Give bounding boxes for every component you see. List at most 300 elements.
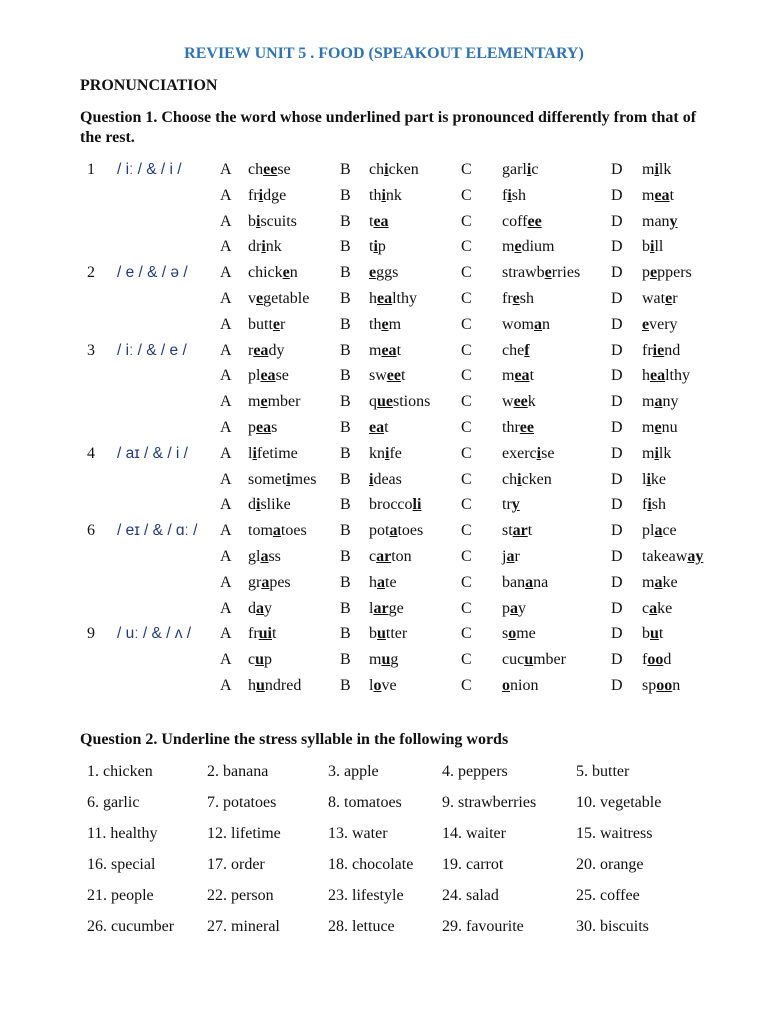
option-word-a: grapes xyxy=(248,573,291,591)
underlined-part: y xyxy=(669,212,678,230)
option-word-d: milk xyxy=(642,444,672,462)
option-word-d: but xyxy=(642,625,664,643)
option-letter-c: C xyxy=(461,264,472,282)
option-word-d: bill xyxy=(642,238,664,256)
option-letter-a: A xyxy=(220,599,232,617)
option-letter-a: A xyxy=(220,290,232,307)
option-word-c: pay xyxy=(502,599,526,617)
exercise-row xyxy=(0,157,768,183)
option-word-b: chicken xyxy=(369,161,419,178)
option-letter-c: C xyxy=(461,367,472,385)
option-word-b: them xyxy=(369,315,402,333)
underlined-part: o xyxy=(502,677,510,694)
underlined-part: ea xyxy=(514,367,530,385)
underlined-part: i xyxy=(384,161,389,178)
option-letter-c: C xyxy=(461,341,472,359)
stress-word: 2. banana xyxy=(207,763,269,780)
option-word-c: fresh xyxy=(502,290,534,307)
item-number: 1 xyxy=(87,161,95,178)
option-letter-b: B xyxy=(340,573,351,591)
option-word-c: woman xyxy=(502,315,550,333)
option-word-c: try xyxy=(502,496,520,514)
option-word-c: fish xyxy=(502,186,527,204)
option-word-c: onion xyxy=(502,677,539,694)
option-word-c: coffee xyxy=(502,212,542,230)
underlined-part: a xyxy=(510,599,518,617)
option-word-b: large xyxy=(369,599,404,617)
stress-row xyxy=(0,824,768,855)
item-number: 9 xyxy=(87,625,95,643)
item-number: 3 xyxy=(87,341,95,359)
underlined-part: o xyxy=(373,677,382,694)
underlined-part: ay xyxy=(687,548,704,565)
option-letter-c: C xyxy=(461,290,472,307)
option-word-b: meat xyxy=(369,341,402,359)
stress-word: 27. mineral xyxy=(207,918,280,935)
option-letter-c: C xyxy=(461,315,472,333)
underlined-part: ea xyxy=(260,367,276,385)
option-letter-b: B xyxy=(340,419,351,436)
option-letter-d: D xyxy=(611,677,623,694)
stress-word: 6. garlic xyxy=(87,794,140,811)
option-letter-d: D xyxy=(611,419,623,436)
exercise-row xyxy=(0,673,768,699)
option-letter-d: D xyxy=(611,315,623,333)
stress-row xyxy=(0,917,768,948)
underlined-part: ui xyxy=(258,625,272,643)
option-word-c: some xyxy=(502,625,536,643)
option-word-c: week xyxy=(502,393,536,411)
option-word-d: meat xyxy=(642,186,675,204)
underlined-part: i xyxy=(507,186,512,204)
option-word-a: sometimes xyxy=(248,470,317,488)
option-letter-a: A xyxy=(220,522,232,540)
exercise-row xyxy=(0,596,768,622)
option-letter-c: C xyxy=(461,238,472,256)
underlined-part: a xyxy=(649,599,658,617)
option-word-a: hundred xyxy=(248,677,302,694)
phonetic-pair: / iː / & / i / xyxy=(117,161,182,178)
underlined-part: i xyxy=(258,186,264,204)
question-2-heading: Question 2. Underline the stress syllable in the following words xyxy=(80,731,509,748)
option-word-b: love xyxy=(369,677,397,694)
option-word-c: chef xyxy=(502,341,530,359)
underlined-part: e xyxy=(544,264,552,282)
option-letter-a: A xyxy=(220,186,232,204)
section-heading: PRONUNCIATION xyxy=(80,77,218,94)
underlined-part: ea xyxy=(373,212,389,230)
exercise-row xyxy=(0,570,768,596)
option-letter-d: D xyxy=(611,496,623,514)
exercise-row xyxy=(0,467,768,493)
option-letter-c: C xyxy=(461,496,472,514)
underlined-part: ea xyxy=(654,186,670,204)
underlined-part: e xyxy=(512,290,520,307)
stress-row xyxy=(0,886,768,917)
option-word-a: glass xyxy=(248,548,281,565)
stress-word: 15. waitress xyxy=(576,825,653,842)
option-letter-a: A xyxy=(220,677,232,694)
option-word-b: knife xyxy=(369,444,402,462)
underlined-part: e xyxy=(654,419,662,436)
option-word-b: hate xyxy=(369,573,397,591)
option-letter-c: C xyxy=(461,419,472,436)
option-word-c: garlic xyxy=(502,161,539,178)
option-word-d: peppers xyxy=(642,264,692,282)
underlined-part: i xyxy=(256,496,261,514)
option-word-a: vegetable xyxy=(248,290,310,307)
option-letter-b: B xyxy=(340,625,351,643)
stress-word: 14. waiter xyxy=(442,825,506,842)
stress-word: 5. butter xyxy=(576,763,630,780)
exercise-row xyxy=(0,441,768,467)
option-word-b: eggs xyxy=(369,264,399,282)
option-word-d: menu xyxy=(642,419,678,436)
option-letter-a: A xyxy=(220,496,232,514)
underlined-part: e xyxy=(650,264,658,282)
option-letter-d: D xyxy=(611,393,623,411)
option-word-a: member xyxy=(248,393,301,411)
item-number: 2 xyxy=(87,264,95,282)
underlined-part: ea xyxy=(381,341,397,359)
exercise-row xyxy=(0,544,768,570)
stress-word: 1. chicken xyxy=(87,763,153,780)
underlined-part: u xyxy=(381,651,391,669)
option-letter-a: A xyxy=(220,161,232,178)
option-letter-c: C xyxy=(461,186,472,204)
underlined-part: i xyxy=(256,212,261,230)
underlined-part: ee xyxy=(527,212,542,230)
option-letter-d: D xyxy=(611,367,623,385)
underlined-part: ue xyxy=(377,393,393,411)
option-letter-d: D xyxy=(611,186,623,204)
option-word-b: broccoli xyxy=(369,496,422,514)
option-word-d: fish xyxy=(642,496,667,514)
option-word-a: ready xyxy=(248,341,285,359)
stress-word: 9. strawberries xyxy=(442,794,537,811)
option-letter-b: B xyxy=(340,444,351,462)
phonetic-pair: / aɪ / & / i / xyxy=(117,444,188,462)
exercise-row xyxy=(0,183,768,209)
exercise-row xyxy=(0,621,768,647)
underlined-part: e xyxy=(514,238,522,256)
option-word-b: butter xyxy=(369,625,408,643)
stress-word: 8. tomatoes xyxy=(328,794,402,811)
underlined-part: ea xyxy=(377,290,393,307)
option-word-a: drink xyxy=(248,238,282,256)
underlined-part: a xyxy=(389,522,398,540)
option-letter-a: A xyxy=(220,419,232,436)
underlined-part: i xyxy=(286,470,291,488)
stress-row xyxy=(0,793,768,824)
option-word-d: like xyxy=(642,470,667,488)
exercise-row xyxy=(0,518,768,544)
underlined-part: a xyxy=(654,573,663,591)
underlined-part: u xyxy=(377,625,386,643)
option-letter-b: B xyxy=(340,186,351,204)
stress-word: 4. peppers xyxy=(442,763,508,780)
underlined-part: a xyxy=(654,522,663,540)
option-letter-b: B xyxy=(340,548,351,565)
option-word-c: exercise xyxy=(502,444,555,462)
stress-word: 19. carrot xyxy=(442,856,504,873)
exercise-row xyxy=(0,363,768,389)
underlined-part: e xyxy=(260,393,268,411)
item-number: 6 xyxy=(87,522,95,540)
underlined-part: ee xyxy=(519,419,534,436)
option-letter-b: B xyxy=(340,290,351,307)
option-word-b: mug xyxy=(369,651,399,669)
option-letter-a: A xyxy=(220,573,232,591)
underlined-part: a xyxy=(256,599,264,617)
underlined-part: ie xyxy=(652,341,665,359)
stress-word: 22. person xyxy=(207,887,274,904)
underlined-part: e xyxy=(369,264,377,282)
option-letter-b: B xyxy=(340,161,351,178)
underlined-part: a xyxy=(534,315,542,333)
underlined-part: o xyxy=(508,625,517,643)
option-letter-d: D xyxy=(611,264,623,282)
option-letter-d: D xyxy=(611,651,623,669)
option-letter-a: A xyxy=(220,315,232,333)
option-word-a: tomatoes xyxy=(248,522,307,540)
underlined-part: e xyxy=(282,264,290,282)
option-word-b: healthy xyxy=(369,290,417,307)
option-word-c: start xyxy=(502,522,533,540)
underlined-part: i xyxy=(654,161,659,178)
stress-word: 24. salad xyxy=(442,887,499,904)
option-letter-b: B xyxy=(340,393,351,411)
option-letter-d: D xyxy=(611,212,623,230)
stress-word: 30. biscuits xyxy=(576,918,649,935)
option-word-d: water xyxy=(642,290,678,307)
option-word-a: biscuits xyxy=(248,212,297,230)
option-letter-d: D xyxy=(611,444,623,462)
option-word-d: cake xyxy=(642,599,673,617)
option-word-a: butter xyxy=(248,315,286,333)
underlined-part: i xyxy=(373,238,378,256)
exercise-row xyxy=(0,415,768,441)
option-letter-c: C xyxy=(461,393,472,411)
option-word-b: eat xyxy=(369,419,389,436)
option-word-d: spoon xyxy=(642,677,681,694)
item-number: 4 xyxy=(87,444,95,462)
stress-word: 7. potatoes xyxy=(207,794,277,811)
option-word-a: cup xyxy=(248,651,273,669)
option-word-d: food xyxy=(642,651,672,669)
option-word-d: many xyxy=(642,212,678,230)
option-letter-c: C xyxy=(461,625,472,643)
option-letter-c: C xyxy=(461,522,472,540)
phonetic-pair: / uː / & / ʌ / xyxy=(117,625,192,643)
stress-word: 21. people xyxy=(87,887,154,904)
option-word-d: every xyxy=(642,315,678,333)
stress-word: 13. water xyxy=(328,825,388,842)
option-word-a: fruit xyxy=(248,625,277,643)
option-letter-b: B xyxy=(340,367,351,385)
option-word-c: cucumber xyxy=(502,651,566,669)
option-letter-c: C xyxy=(461,161,472,178)
underlined-part: a xyxy=(260,548,269,565)
exercise-row xyxy=(0,260,768,286)
underlined-part: ee xyxy=(386,367,401,385)
option-word-d: friend xyxy=(642,341,681,359)
option-letter-b: B xyxy=(340,315,351,333)
option-word-d: place xyxy=(642,522,677,540)
underlined-part: ea xyxy=(256,419,272,436)
option-letter-d: D xyxy=(611,161,623,178)
option-letter-c: C xyxy=(461,677,472,694)
option-letter-a: A xyxy=(220,212,232,230)
stress-word: 17. order xyxy=(207,856,265,873)
option-letter-d: D xyxy=(611,625,623,643)
option-letter-a: A xyxy=(220,393,232,411)
option-word-b: tip xyxy=(369,238,386,256)
option-word-c: medium xyxy=(502,238,555,256)
underlined-part: ea xyxy=(650,367,666,385)
stress-word: 18. chocolate xyxy=(328,856,414,873)
stress-word: 26. cucumber xyxy=(87,918,175,935)
underlined-part: i xyxy=(252,444,257,462)
option-word-c: chicken xyxy=(502,470,552,488)
option-letter-b: B xyxy=(340,238,351,256)
stress-row xyxy=(0,762,768,793)
option-word-b: ideas xyxy=(369,470,402,488)
option-letter-b: B xyxy=(340,264,351,282)
option-word-a: dislike xyxy=(248,496,291,514)
underlined-part: oo xyxy=(647,651,664,669)
exercise-row xyxy=(0,209,768,235)
option-letter-a: A xyxy=(220,238,232,256)
option-word-b: sweet xyxy=(369,367,406,385)
underlined-part: e xyxy=(381,315,389,333)
stress-word: 12. lifetime xyxy=(207,825,281,842)
exercise-row xyxy=(0,312,768,338)
option-letter-c: C xyxy=(461,651,472,669)
option-word-a: peas xyxy=(248,419,278,436)
underlined-part: e xyxy=(665,290,673,307)
stress-word: 3. apple xyxy=(328,763,379,780)
exercise-row xyxy=(0,389,768,415)
underlined-part: i xyxy=(381,186,386,204)
underlined-part: ea xyxy=(369,419,385,436)
option-letter-d: D xyxy=(611,573,623,591)
option-letter-a: A xyxy=(220,651,232,669)
stress-row xyxy=(0,855,768,886)
phonetic-pair: / iː / & / e / xyxy=(117,341,187,359)
option-word-c: banana xyxy=(502,573,549,591)
underlined-part: u xyxy=(524,651,534,669)
option-word-b: potatoes xyxy=(369,522,424,540)
exercise-row xyxy=(0,234,768,260)
underlined-part: i xyxy=(517,470,522,488)
underlined-part: i xyxy=(385,444,390,462)
option-letter-a: A xyxy=(220,444,232,462)
underlined-part: a xyxy=(506,548,515,565)
stress-word: 23. lifestyle xyxy=(328,887,404,904)
underlined-part: a xyxy=(377,573,385,591)
option-letter-b: B xyxy=(340,470,351,488)
option-letter-a: A xyxy=(220,548,232,565)
underlined-part: ar xyxy=(512,522,528,540)
option-letter-c: C xyxy=(461,212,472,230)
underlined-part: i xyxy=(369,470,374,488)
stress-word: 16. special xyxy=(87,856,156,873)
underlined-part: a xyxy=(261,573,270,591)
underlined-part: a xyxy=(654,393,663,411)
exercise-row xyxy=(0,647,768,673)
option-word-c: jar xyxy=(502,548,520,565)
underlined-part: i xyxy=(654,444,659,462)
underlined-part: y xyxy=(511,496,520,514)
option-letter-d: D xyxy=(611,238,623,256)
question-1-heading: Question 1. Choose the word whose underlined part is pronounced differently from that of the rest. xyxy=(80,109,697,146)
exercise-row xyxy=(0,286,768,312)
option-letter-a: A xyxy=(220,625,232,643)
underlined-part: u xyxy=(255,651,265,669)
option-letter-b: B xyxy=(340,677,351,694)
stress-word: 29. favourite xyxy=(442,918,524,935)
option-word-d: make xyxy=(642,573,678,591)
stress-word: 20. orange xyxy=(576,856,644,873)
underlined-part: i xyxy=(646,470,651,488)
underlined-part: a xyxy=(525,573,534,591)
option-letter-a: A xyxy=(220,470,232,488)
underlined-part: e xyxy=(256,290,264,307)
underlined-part: a xyxy=(272,522,281,540)
underlined-part: ar xyxy=(373,599,389,617)
option-letter-c: C xyxy=(461,599,472,617)
phonetic-pair: / e / & / ə / xyxy=(117,264,188,282)
option-letter-b: B xyxy=(340,212,351,230)
option-letter-a: A xyxy=(220,264,232,282)
option-letter-c: C xyxy=(461,548,472,565)
option-word-a: chicken xyxy=(248,264,298,282)
option-letter-b: B xyxy=(340,522,351,540)
option-word-a: cheese xyxy=(248,161,291,178)
underlined-part: i xyxy=(536,444,542,462)
option-letter-d: D xyxy=(611,470,623,488)
stress-word: 28. lettuce xyxy=(328,918,395,935)
option-word-b: tea xyxy=(369,212,389,230)
option-word-c: meat xyxy=(502,367,535,385)
option-word-a: lifetime xyxy=(248,444,298,462)
option-word-b: carton xyxy=(369,548,412,565)
option-letter-d: D xyxy=(611,522,623,540)
option-letter-b: B xyxy=(340,599,351,617)
option-word-c: strawberries xyxy=(502,264,581,282)
option-word-a: fridge xyxy=(248,186,287,204)
option-letter-d: D xyxy=(611,599,623,617)
option-word-c: three xyxy=(502,419,534,436)
option-letter-c: C xyxy=(461,444,472,462)
option-word-b: think xyxy=(369,186,402,204)
underlined-part: e xyxy=(642,315,650,333)
option-word-a: day xyxy=(248,599,272,617)
option-word-b: questions xyxy=(369,393,431,411)
option-letter-b: B xyxy=(340,341,351,359)
option-letter-d: D xyxy=(611,341,623,359)
underlined-part: li xyxy=(412,496,422,514)
option-letter-d: D xyxy=(611,290,623,307)
underlined-part: oo xyxy=(656,677,673,694)
underlined-part: i xyxy=(647,496,652,514)
option-letter-b: B xyxy=(340,651,351,669)
phonetic-pair: / eɪ / & / ɑː / xyxy=(117,522,198,540)
underlined-part: u xyxy=(256,677,265,694)
option-letter-c: C xyxy=(461,470,472,488)
page-title: REVIEW UNIT 5 . FOOD (SPEAKOUT ELEMENTARY) xyxy=(184,45,584,62)
